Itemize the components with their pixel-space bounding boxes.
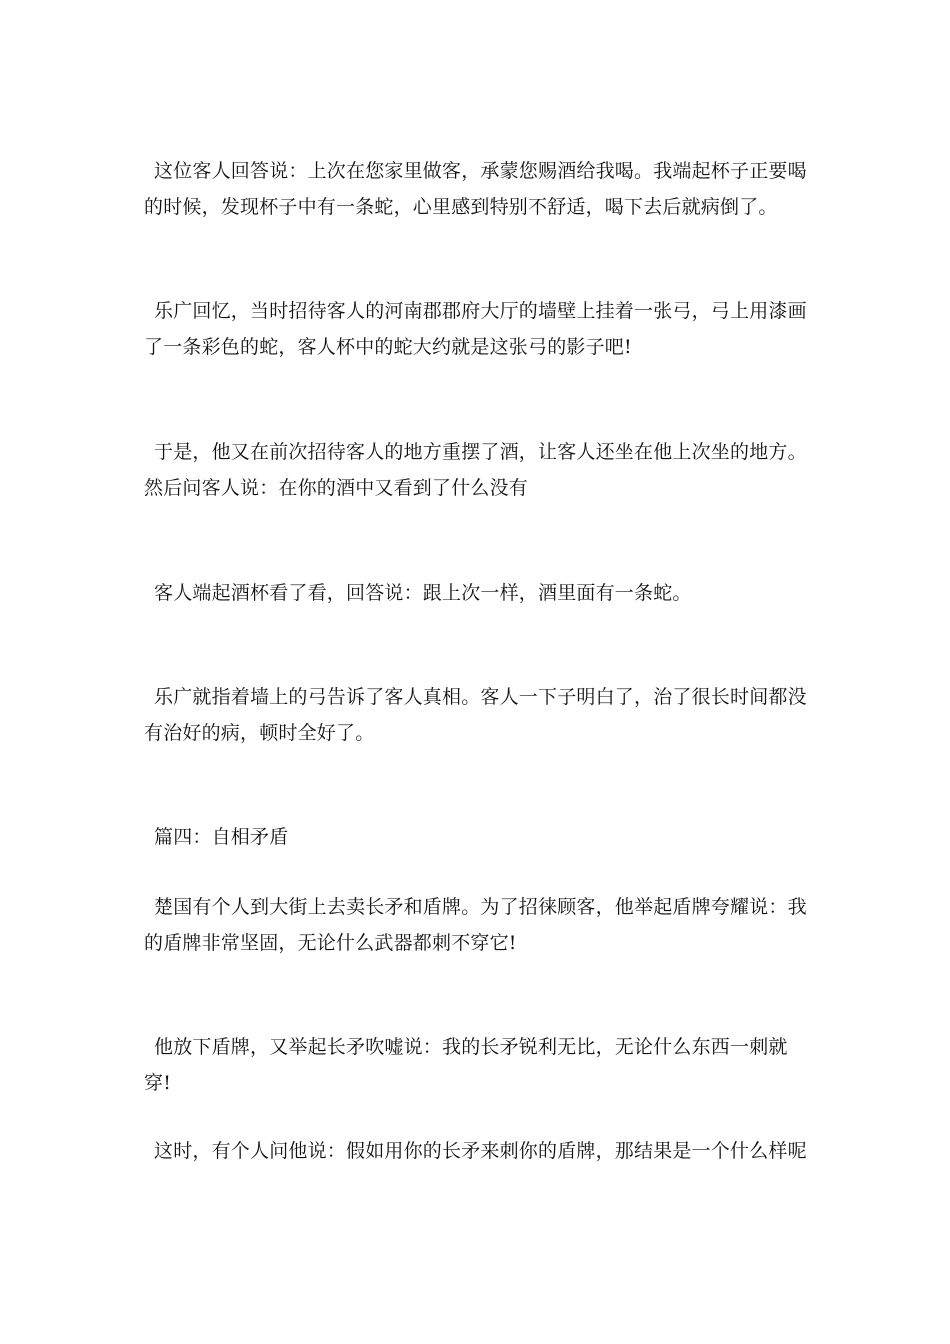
paragraph-guest-looks: 客人端起酒杯看了看，回答说：跟上次一样，酒里面有一条蛇。	[154, 582, 692, 604]
paragraph-leguang-recall: 乐广回忆，当时招待客人的河南郡郡府大厅的墙壁上挂着一张弓，弓上用漆画了一条彩色的蛇，客人杯中的蛇大约就是这张弓的影子吧!	[144, 300, 807, 358]
paragraph-reset-wine: 于是，他又在前次招待客人的地方重摆了酒，让客人还坐在他上次坐的地方。然后问客人说：在你的酒中又看到了什么没有	[144, 441, 807, 499]
section-heading-part-four: 篇四：自相矛盾	[154, 826, 289, 848]
paragraph-shield-boast: 楚国有个人到大街上去卖长矛和盾牌。为了招徕顾客，他举起盾牌夸耀说：我的盾牌非常坚固，无论什么武器都刺不穿它!	[144, 896, 807, 954]
paragraph-guest-answer: 这位客人回答说：上次在您家里做客，承蒙您赐酒给我喝。我端起杯子正要喝的时候，发现杯子中有一条蛇，心里感到特别不舒适，喝下去后就病倒了。	[144, 160, 807, 218]
paragraph-spear-boast: 他放下盾牌，又举起长矛吹嘘说：我的长矛锐利无比，无论什么东西一刺就穿!	[144, 1036, 788, 1094]
paragraph-question: 这时，有个人问他说：假如用你的长矛来刺你的盾牌，那结果是一个什么样呢	[154, 1140, 807, 1162]
paragraph-truth-revealed: 乐广就指着墙上的弓告诉了客人真相。客人一下子明白了，治了很长时间都没有治好的病，顿时全好了。	[144, 686, 807, 744]
